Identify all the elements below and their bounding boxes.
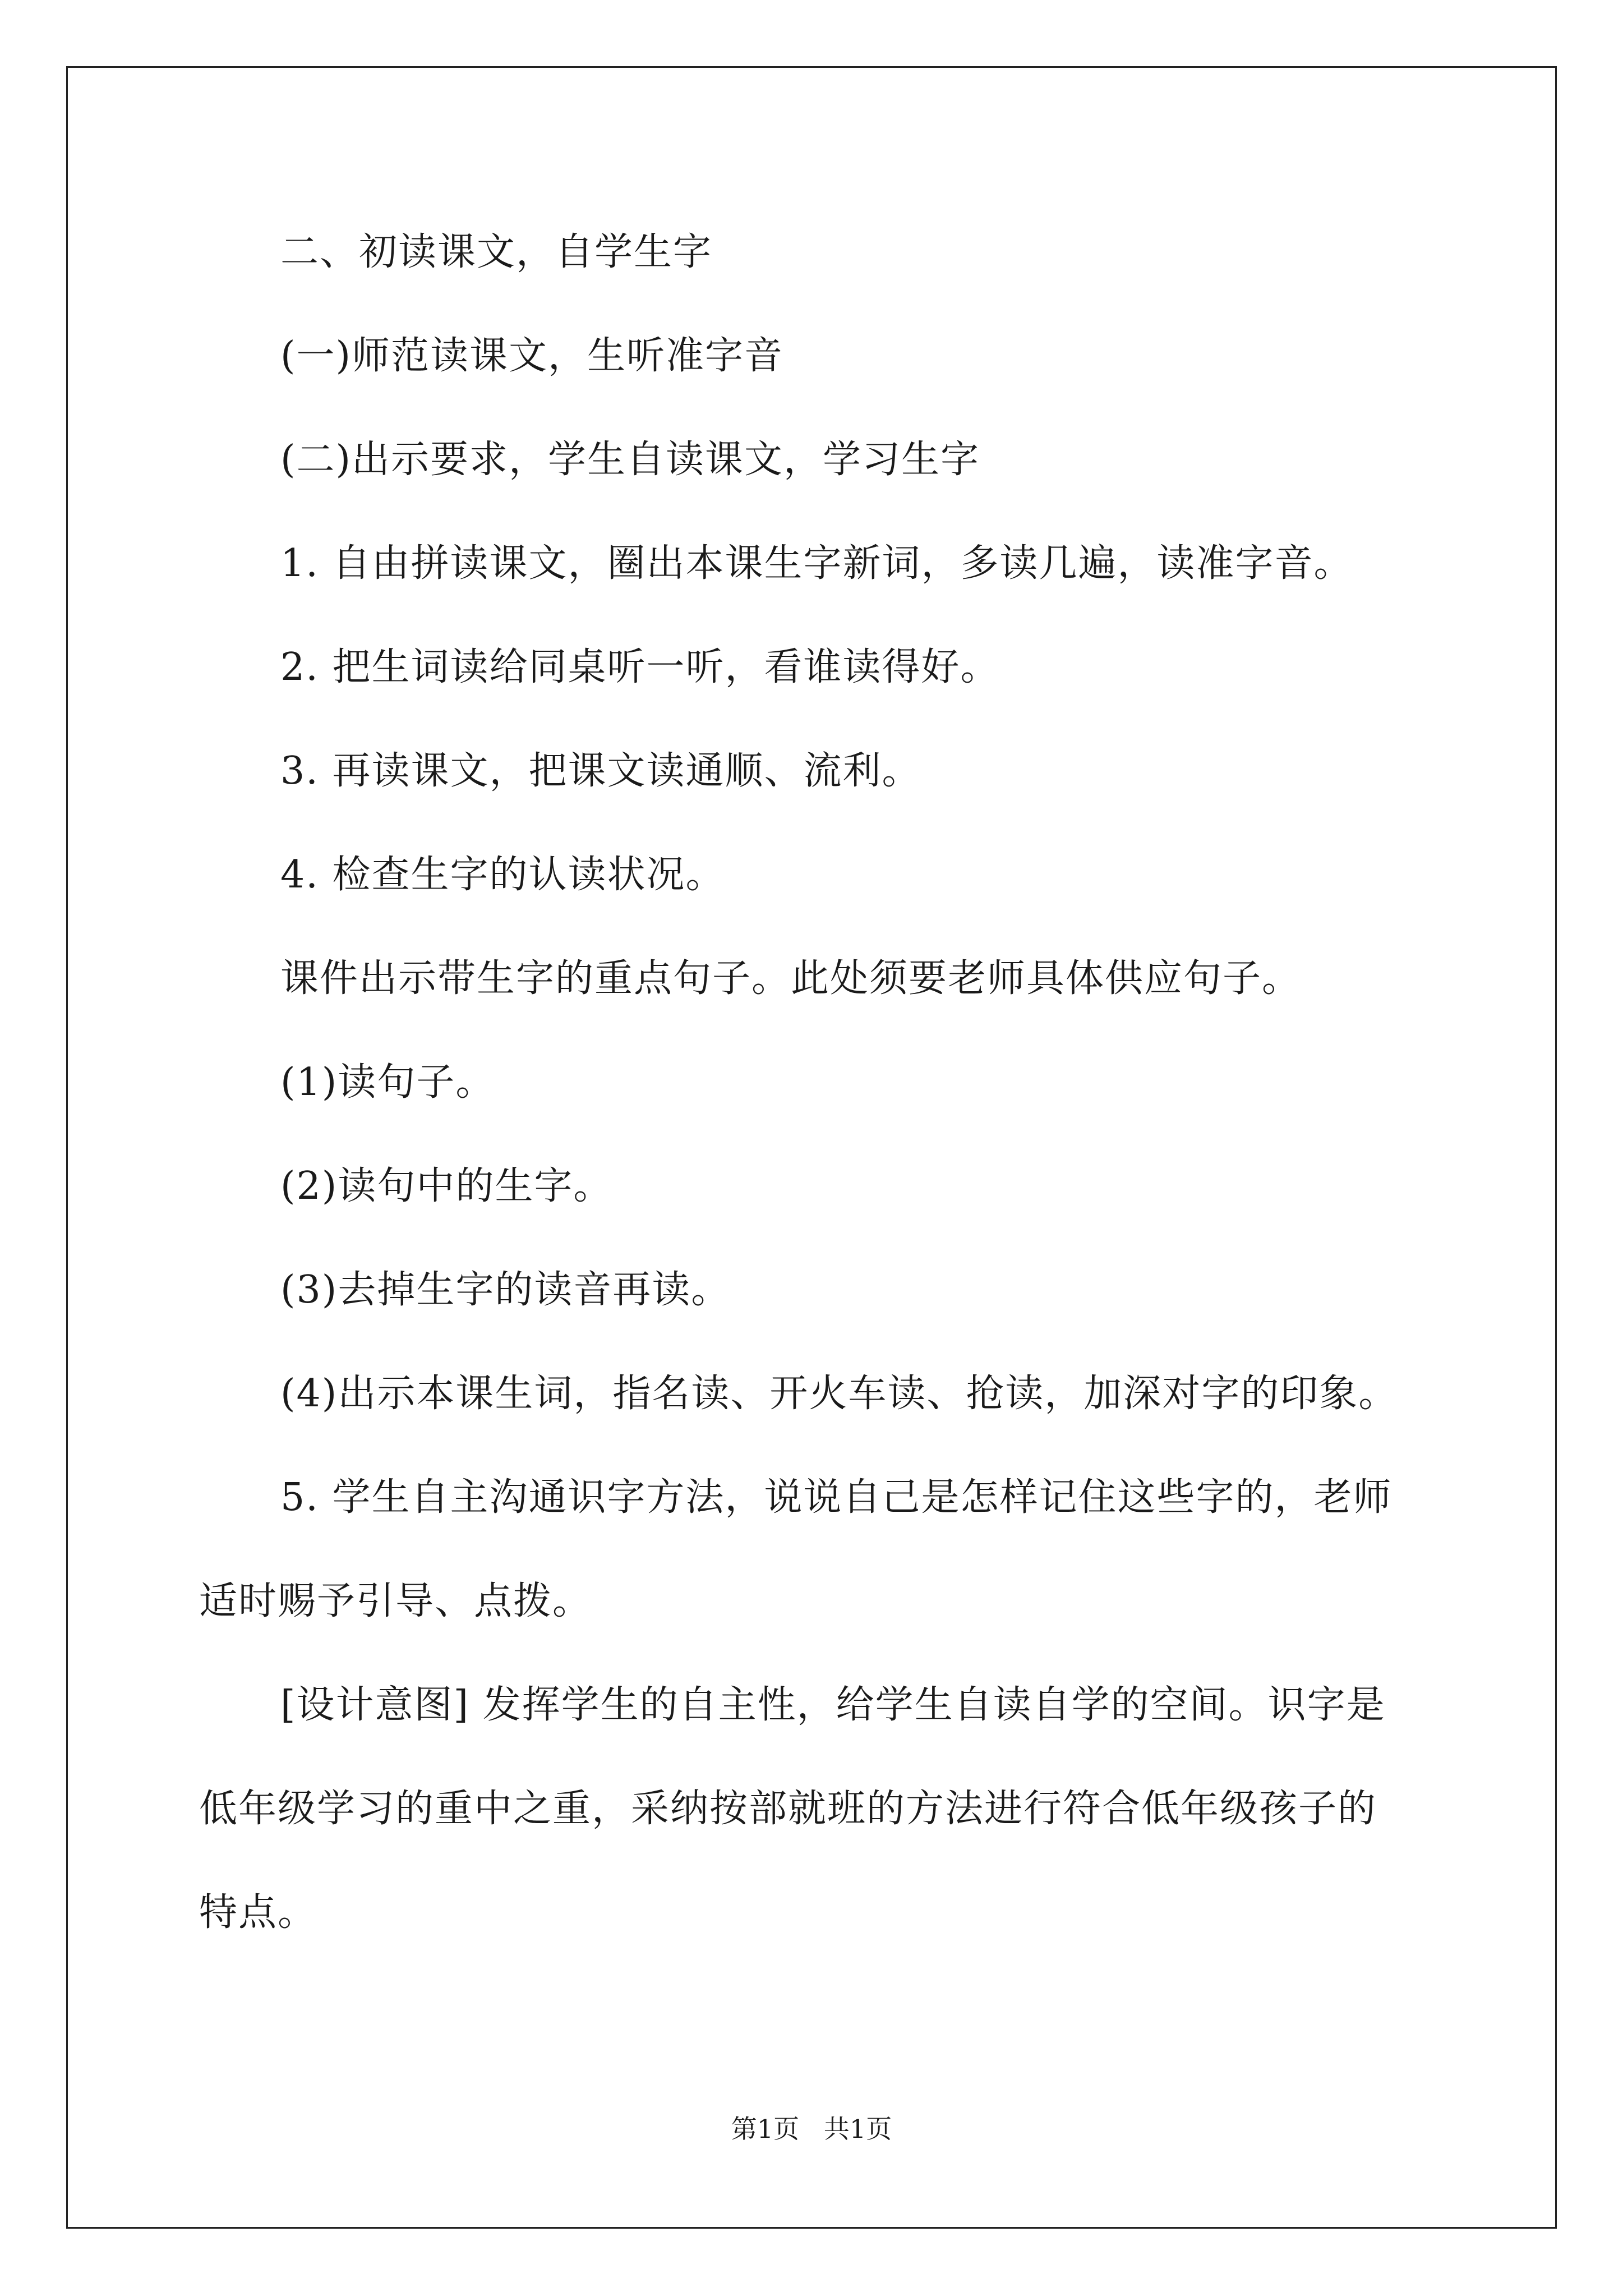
sub-step-2: (2)读句中的生字。 <box>280 1164 613 1208</box>
step-2: 2. 把生词读给同桌听一听，看谁读得好。 <box>280 645 1000 689</box>
page-number-footer: 第1页 共1页 <box>731 2114 892 2144</box>
sub-step-1: (1)读句子。 <box>280 1060 495 1105</box>
step-4: 4. 检查生字的认读状况。 <box>280 853 725 897</box>
step-5-line-1: 5. 学生自主沟通识字方法，说说自己是怎样记住这些字的，老师 <box>280 1475 1393 1520</box>
step-3: 3. 再读课文，把课文读通顺、流利。 <box>280 749 921 793</box>
courseware-note: 课件出示带生字的重点句子。此处须要老师具体供应句子。 <box>280 956 1302 1001</box>
step-1: 1. 自由拼读课文，圈出本课生字新词，多读几遍，读准字音。 <box>280 541 1353 586</box>
section-heading: 二、初读课文，自学生字 <box>280 230 713 274</box>
step-5-line-2: 适时赐予引导、点拨。 <box>199 1579 592 1623</box>
design-intent-line-2: 低年级学习的重中之重，采纳按部就班的方法进行符合低年级孩子的 <box>199 1787 1377 1831</box>
design-intent-line-1: [设计意图] 发挥学生的自主性，给学生自读自学的空间。识字是 <box>280 1683 1386 1727</box>
sub-step-4: (4)出示本课生词，指名读、开火车读、抢读，加深对字的印象。 <box>280 1372 1398 1416</box>
design-intent-line-3: 特点。 <box>199 1890 317 1935</box>
subheading-1: (一)师范读课文，生听准字音 <box>280 334 784 378</box>
subheading-2: (二)出示要求，学生自读课文，学习生字 <box>280 438 980 482</box>
sub-step-3: (3)去掉生字的读音再读。 <box>280 1268 731 1312</box>
